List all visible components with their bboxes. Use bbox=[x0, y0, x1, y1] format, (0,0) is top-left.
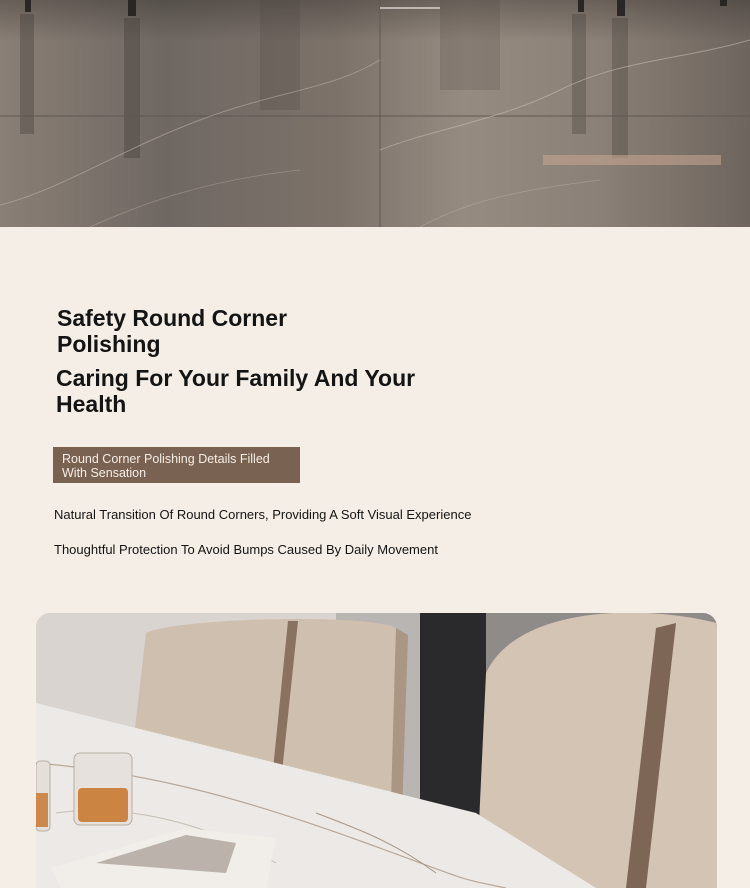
feature-point-1: Natural Transition Of Round Corners, Providing A Soft Visual Experience bbox=[54, 507, 472, 522]
feature-point-2: Thoughtful Protection To Avoid Bumps Caused By Daily Movement bbox=[54, 542, 438, 557]
marble-floor-illustration bbox=[0, 0, 750, 227]
marble-floor-photo bbox=[0, 0, 750, 227]
feature-copy bbox=[0, 227, 750, 613]
dining-table-illustration bbox=[36, 613, 717, 888]
feature-badge: Round Corner Polishing Details Filled With Sensation bbox=[53, 447, 300, 483]
feature-subtitle: Caring For Your Family And Your Health bbox=[56, 365, 416, 417]
feature-title: Safety Round Corner Polishing bbox=[57, 305, 288, 357]
dining-table-photo bbox=[36, 613, 717, 888]
